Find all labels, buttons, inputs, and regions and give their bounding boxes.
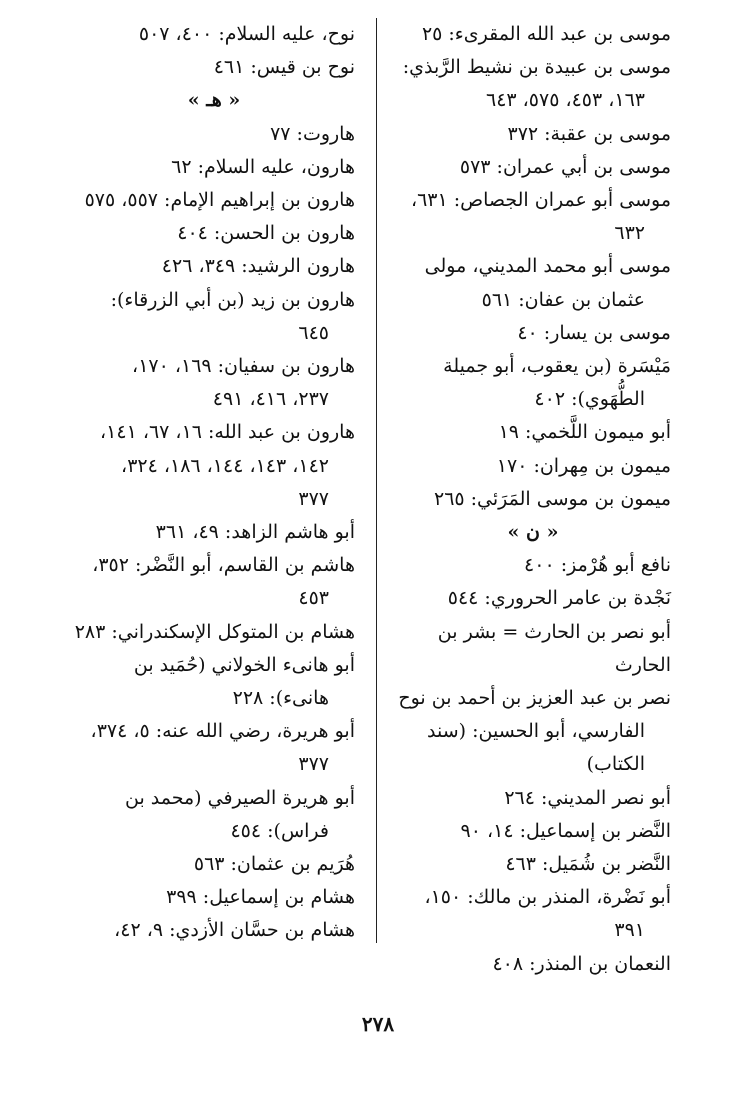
index-entry: هارون بن إبراهيم الإمام: ٥٥٧، ٥٧٥ <box>84 189 355 212</box>
index-entry-continuation <box>395 383 671 416</box>
index-entry: موسى أبو عمران الجصاص: ٦٣١، <box>410 189 671 212</box>
continuation-text: ٦٤٥ <box>298 321 329 344</box>
continuation-text: ١٤٢، ١٤٣، ١٤٤، ١٨٦، ٣٢٤، <box>121 454 329 477</box>
index-entry: هشام بن إسماعيل: ٣٩٩ <box>166 886 355 909</box>
index-entry-continuation <box>395 84 671 117</box>
index-entry-continuation <box>395 715 671 748</box>
index-entry: النعمان بن المنذر: ٤٠٨ <box>492 952 671 975</box>
index-entry: أبو ميمون اللَّخمي: ١٩ <box>498 421 671 444</box>
index-entry-continuation <box>73 317 355 350</box>
index-entry: هشام بن حسَّان الأزدي: ٩، ٤٢، <box>114 919 355 942</box>
index-entry: أبو هريرة الصيرفي (محمد بن <box>124 786 355 809</box>
continuation-text: الطُّهَوي): ٤٠٢ <box>534 388 645 411</box>
index-entry-continuation <box>395 748 671 781</box>
index-entry: النَّضر بن إسماعيل: ١٤، ٩٠ <box>460 819 671 842</box>
index-entry-continuation <box>395 914 671 947</box>
continuation-text: ٦٣٢ <box>614 222 645 245</box>
index-entry-continuation <box>73 450 355 483</box>
index-entry: أبو هانىء الخولاني (حُمَيد بن <box>133 653 355 676</box>
index-entry: أبو نصر المديني: ٢٦٤ <box>504 786 671 809</box>
continuation-text: فراس): ٤٥٤ <box>230 819 329 842</box>
index-entry: موسى بن عقبة: ٣٧٢ <box>507 122 671 145</box>
index-entry: هارون بن سفيان: ١٦٩، ١٧٠، <box>132 355 355 378</box>
index-entry-continuation <box>73 383 355 416</box>
index-entry-continuation <box>73 582 355 615</box>
index-entry: مَيْسَرة (بن يعقوب، أبو جميلة <box>443 355 671 378</box>
continuation-text: هانىء): ٢٢٨ <box>232 687 329 710</box>
letter-heading-nun: « ن » <box>507 521 559 544</box>
continuation-text: ١٦٣، ٤٥٣، ٥٧٥، ٦٤٣ <box>485 89 645 112</box>
index-entry-continuation <box>73 815 355 848</box>
page-number: ٢٧٨ <box>361 1012 395 1036</box>
continuation-text: ٣٧٧ <box>298 487 329 510</box>
index-entry: أبو نصر بن الحارث = بشر بن الحارث <box>437 620 671 676</box>
letter-heading-ha: « هـ » <box>187 89 241 112</box>
index-entry-continuation <box>73 682 355 715</box>
left-column <box>73 18 355 948</box>
index-entry: نوح بن قيس: ٤٦١ <box>213 56 355 79</box>
index-entry: موسى بن عبد الله المقرىء: ٢٥ <box>421 23 671 45</box>
continuation-text: عثمان بن عفان: ٥٦١ <box>481 288 645 311</box>
index-entry: ميمون بن مِهران: ١٧٠ <box>496 454 671 477</box>
index-entry: النَّضر بن شُمَيل: ٤٦٣ <box>505 853 671 876</box>
continuation-text: ٤٥٣ <box>298 587 329 610</box>
continuation-text: الكتاب) <box>586 753 645 776</box>
index-entry: نَجْدة بن عامر الحروري: ٥٤٤ <box>447 587 671 610</box>
index-entry: أبو نَضْرة، المنذر بن مالك: ١٥٠، <box>424 886 671 909</box>
column-divider <box>376 18 377 943</box>
index-entry: هارون بن زيد (بن أبي الزرقاء): <box>110 288 355 311</box>
continuation-text: ٣٧٧ <box>298 753 329 776</box>
index-entry-continuation <box>395 217 671 250</box>
index-entry: نوح، عليه السلام: ٤٠٠، ٥٠٧ <box>138 23 355 45</box>
index-entry-continuation <box>73 748 355 781</box>
index-entry: هاروت: ٧٧ <box>270 122 355 145</box>
index-entry: موسى بن أبي عمران: ٥٧٣ <box>459 155 671 178</box>
right-column <box>395 18 671 981</box>
index-entry: نافع أبو هُرْمز: ٤٠٠ <box>524 554 671 577</box>
index-entry: هاشم بن القاسم، أبو النَّضْر: ٣٥٢، <box>92 554 355 577</box>
index-entry: أبو هاشم الزاهد: ٤٩، ٣٦١ <box>155 521 355 544</box>
continuation-text: ٢٣٧، ٤١٦، ٤٩١ <box>212 388 329 411</box>
index-entry: موسى بن عبيدة بن نشيط الرَّبذي: <box>402 56 671 79</box>
index-entry: هارون بن الحسن: ٤٠٤ <box>177 222 355 245</box>
index-entry: هارون بن عبد الله: ١٦، ٦٧، ١٤١، <box>100 421 355 444</box>
continuation-text: ٣٩١ <box>614 919 645 942</box>
index-entry: موسى أبو محمد المديني، مولى <box>424 255 671 278</box>
index-entry: هارون، عليه السلام: ٦٢ <box>171 155 355 178</box>
index-entry: ميمون بن موسى المَرَئي: ٢٦٥ <box>433 487 671 510</box>
index-entry: نصر بن عبد العزيز بن أحمد بن نوح <box>398 687 671 710</box>
index-entry: هارون الرشيد: ٣٤٩، ٤٢٦ <box>161 255 355 278</box>
continuation-text: الفارسي، أبو الحسين: (سند <box>427 720 645 743</box>
index-entry: أبو هريرة، رضي الله عنه: ٥، ٣٧٤، <box>90 720 355 743</box>
index-entry-continuation <box>73 483 355 516</box>
index-entry: موسى بن يسار: ٤٠ <box>517 321 671 344</box>
index-entry: هشام بن المتوكل الإسكندراني: ٢٨٣ <box>74 620 355 643</box>
index-entry-continuation <box>395 284 671 317</box>
index-entry: هُرَيم بن عثمان: ٥٦٣ <box>193 853 355 876</box>
